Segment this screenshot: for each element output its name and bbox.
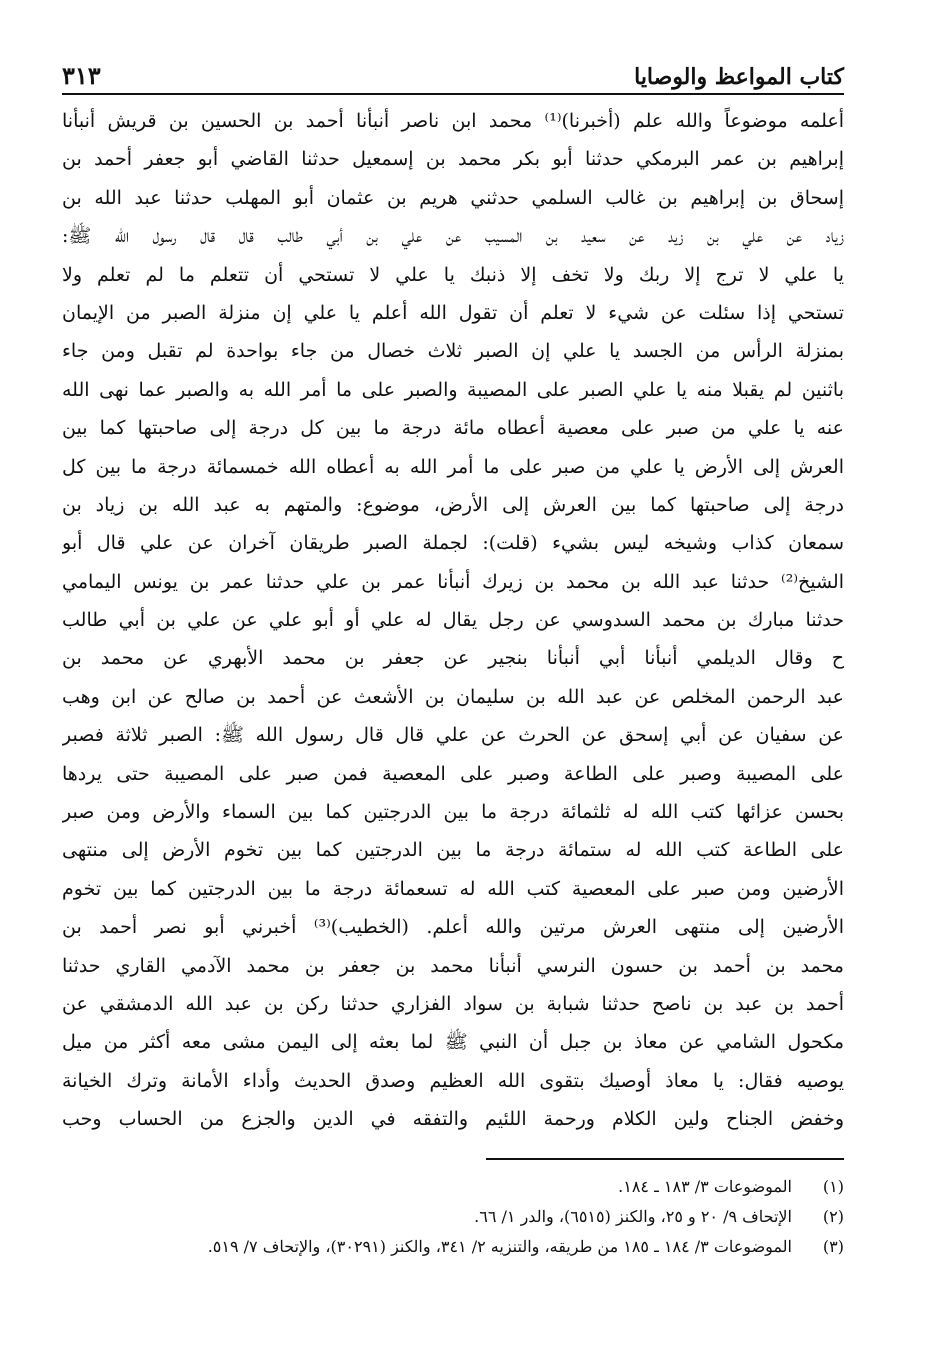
text-line: يوصيه فقال: يا معاذ أوصيك بتقوى الله العظيم وصدق الحديث وأداء الأمانة وترك الخيانة [62, 1069, 844, 1092]
page-header [62, 50, 844, 90]
footnote-number: (٢) [822, 1207, 844, 1226]
footnote [62, 1172, 844, 1202]
footnote-number: (٣) [822, 1237, 844, 1256]
text-line: على المصيبة وصبر على الطاعة وصبر على المعصية فمن صبر على المصيبة حتى يردها [62, 762, 844, 785]
text-line: بحسن عزائها كتب الله له ثلثمائة درجة ما بين الدرجتين كما بين السماء والأرض ومن صبر [62, 801, 844, 824]
main-text [62, 102, 844, 1139]
text-line: العرش إلى الأرض يا علي من صبر على ما أمر الله به أعطاه الله خمسمائة درجة ما بين كل [62, 455, 844, 478]
text-line: مكحول الشامي عن معاذ بن جبل أن النبي ﷺ لما بعثه إلى اليمن مشى معه أكثر من ميل [62, 1031, 844, 1054]
book-page [62, 50, 844, 1310]
text-line: عبد الرحمن المخلص عن عبد الله بن سليمان بن الأشعث عن أحمد بن صالح عن ابن وهب [62, 685, 844, 708]
text-line: بمنزلة الرأس من الجسد يا علي إن الصبر ثلاث خصال من جاء بواحدة لم تقبل ومن جاء [62, 340, 844, 363]
footnote-text: الموضوعات ٣/ ١٨٤ ـ ١٨٥ من طريقه، والتنزيه ٢/ ٣٤١، والكنز (٣٠٢٩١)، والإتحاف ٧/ ٥١٩. [207, 1237, 792, 1256]
footnote [62, 1202, 844, 1232]
footnote-divider [486, 1158, 844, 1160]
text-line: درجة إلى صاحبتها كما بين العرش إلى الأرض، موضوع: والمتهم به عبد الله بن زياد بن [62, 493, 844, 516]
text-line: وخفض الجناح ولين الكلام ورحمة اللئيم والتفقه في الدين والجزع من الحساب وحب [62, 1108, 844, 1131]
footnote-text: الإتحاف ٩/ ٢٠ و ٢٥، والكنز (٦٥١٥)، والدر ١/ ٦٦. [474, 1207, 792, 1226]
header-divider [62, 93, 844, 95]
page-number: ٣١٣ [62, 61, 101, 90]
text-line: زياد عن علي بن زيد عن سعيد بن المسيب عن علي بن أبي طالب قال قال رسول الله ﷺ: [62, 225, 844, 248]
text-line: الأرضين ومن صبر على المعصية كتب الله له تسعمائة درجة ما بين الدرجتين كما بين تخوم [62, 877, 844, 900]
text-line: عنه يا علي من صبر على معصية أعطاه مائة درجة ما بين كل درجة إلى صاحبتها كما بين [62, 417, 844, 440]
text-line: سمعان كذاب وشيخه ليس بشيء (قلت): لجملة الصبر طريقان آخران عن علي قال أبو [62, 532, 844, 555]
text-line: إبراهيم بن عمر البرمكي حدثنا أبو بكر محمد بن إسمعيل حدثنا القاضي أبو جعفر أحمد بن [62, 148, 844, 171]
text-line: عن سفيان عن أبي إسحق عن الحرث عن علي قال قال رسول الله ﷺ: الصبر ثلاثة فصبر [62, 724, 844, 747]
text-line: باثنين لم يقبلا منه يا علي الصبر على المصيبة والصبر على ما أمر الله به والصبر عما نهى الله [62, 378, 844, 401]
text-line: محمد بن أحمد بن حسون النرسي أنبأنا محمد بن جعفر بن محمد الآدمي القاري حدثنا [62, 954, 844, 977]
text-line: إسحاق بن إبراهيم بن غالب السلمي حدثني هريم بن عثمان أبو المهلب حدثنا عبد الله بن [62, 186, 844, 209]
footnote-text: الموضوعات ٣/ ١٨٣ ـ ١٨٤. [618, 1177, 792, 1196]
text-line: أحمد بن عبد بن ناصح حدثنا شبابة بن سواد الفزاري حدثنا ركن بن عبد الله الدمشقي عن [62, 992, 844, 1015]
text-line: حدثنا مبارك بن محمد السدوسي عن رجل يقال له علي أو أبو علي عن علي بن أبي طالب [62, 609, 844, 632]
footnote-number: (١) [822, 1177, 844, 1196]
text-line: أعلمه موضوعاً والله علم (أخبرنا)⁽¹⁾ محمد ابن ناصر أنبأنا أحمد بن الحسين بن قريش أنبأنا [62, 110, 844, 132]
text-line: تستحي إذا سئلت عن شيء لا تعلم أن تقول الله أعلم يا علي إن منزلة الصبر من الإيمان [62, 301, 844, 324]
text-line: ح وقال الديلمي أنبأنا أبي أنبأنا بنجير عن جعفر بن محمد الأبهري عن محمد بن [62, 647, 844, 670]
text-line: على الطاعة كتب الله له ستمائة درجة ما بين الدرجتين كما بين تخوم الأرض إلى منتهى [62, 839, 844, 862]
text-line: الشيخ⁽²⁾ حدثنا عبد الله بن محمد بن زيرك أنبأنا عمر بن علي حدثنا عمر بن يونس اليمامي [62, 570, 844, 593]
footnote [62, 1232, 844, 1262]
footnotes [62, 1172, 844, 1262]
text-line: الأرضين إلى منتهى العرش مرتين والله أعلم. (الخطيب)⁽³⁾ أخبرني أبو نصر أحمد بن [62, 916, 844, 939]
running-title: كتاب المواعظ والوصايا [634, 64, 844, 90]
text-line: يا علي لا ترج إلا ربك ولا تخف إلا ذنبك يا علي لا تستحي أن تتعلم ما لم تعلم ولا [62, 263, 844, 286]
